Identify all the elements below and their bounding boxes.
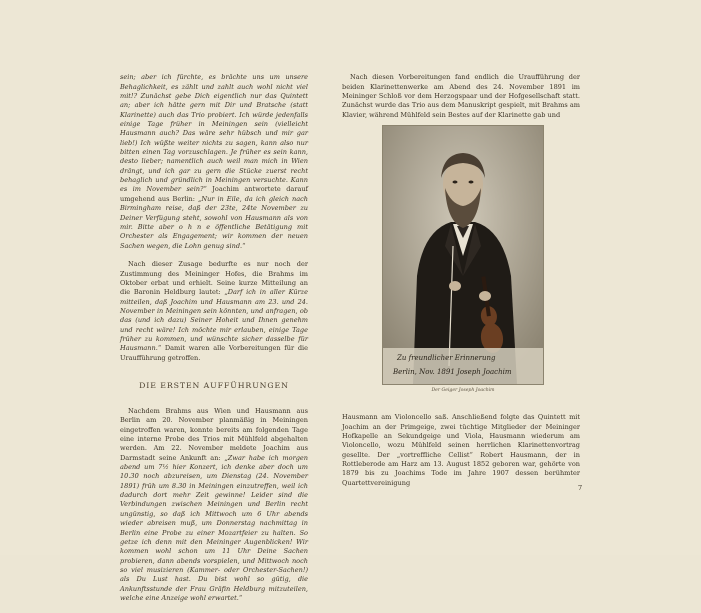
letter-quote-darmstadt: „Zwar habe ich morgen abend um 7½ hier Konzert, ich denke aber doch um 10.30 noch abzureisen, um Dienstag (24. November 1891) früh um 8.30 in Meiningen einzutreffen, weil ich dadurch dort mehr Zeit gewinne! Leider sind die Verbindungen zwischen Meiningen und Berlin recht ungünstig, so daß ich Mittwoch um 6 Uhr abends wieder abreisen muß, um Donnerstag nachmittag in Berlin eine Probe zu einer Mozartfeier zu halten. So getze ich denn mit den Meininger Augenblicken! Wir kommen wohl schon um 11 Uhr Deine Sachen probieren, dann abends vorspielen, und Mittwoch noch so viel musizieren (Kammer- oder Orchester-Sachen!) als Du Lust hast. Du bist wohl so gütig, die Ankunftsstunde der Frau Gräfin Heldburg mitzuteilen, welche eine Anzeige wohl erwartet. xyxy=(120,453,308,602)
quote-close: “ xyxy=(238,593,243,602)
quote-close: “ xyxy=(242,241,246,250)
signature-line-2: Berlin, Nov. 1891 Joseph Joachim xyxy=(393,368,512,376)
left-column xyxy=(120,64,308,613)
portrait-figure xyxy=(383,126,543,393)
portrait-photo xyxy=(383,126,543,384)
letter-quote-heldburg: „Darf ich in aller Kürze mitteilen, daß Joachim und Hausmann am 23. und 24. November in Meiningen sein könnten, und anfragen, ob das (und ich dazu) Seiner Hoheit und Ihnen genehm und recht wäre! Ich möchte mir erlauben, einige Tage früher zu kommen, und wünschte sicher dasselbe für Hausmann. xyxy=(120,288,308,353)
letter-quote-brahms: sein; aber ich fürchte, es brächte uns um unsere Behaglichkeit, es zählt und zahlt auch wohl nicht viel mit!? Zunächst gebe Dich eigentlich nur das Quintett an; aber ich hätte gern mit Dir und Bratsche (statt Klarinette) auch das Trio probiert. Ich würde jedenfalls einige Tage früher in Meiningen sein (vielleicht Hausmann auch? Das wäre sehr hübsch und mir gar lieb!) Ich wüßte weiter nichts zu sagen, kann also nur bitten einen Tag vorzuschlagen. Je früher es sein kann, desto lieber; namentlich auch weil man mich in Wien drängt, und ich gar zu gern die Stücke zuerst recht behaglich und gründlich in Meiningen versuchte. Kann es im November sein? xyxy=(120,73,308,194)
narration-text: “ Damit waren alle Vorbereitungen für die Uraufführung getroffen. xyxy=(120,344,308,362)
narration-text: “ Joachim antwortete darauf umgehend aus Berlin: xyxy=(120,185,308,203)
portrait-illustration xyxy=(383,126,543,384)
right-column-bottom xyxy=(342,404,583,497)
signature-line-1: Zu freundlicher Erinnerung xyxy=(397,354,496,362)
figure-caption: Der Geiger Joseph Joachim xyxy=(431,388,495,393)
left-paragraph-3 xyxy=(120,407,308,603)
left-paragraph-1 xyxy=(120,73,308,251)
left-paragraph-2 xyxy=(120,260,308,363)
section-heading: DIE ERSTEN AUFFÜHRUNGEN xyxy=(139,381,289,391)
letter-quote-joachim: „Nur in Eile, da ich gleich nach Birmingham reise, daß der 23te, 24te November zu Deiner Verfügung steht, sowohl von Hausmann als von mir. Bitte aber o h n e öffentliche Betätigung mit Orchester als Engagement; wir kommen der neuen Sachen wegen, die Lohn genug sind. xyxy=(120,194,308,250)
right-paragraph-bottom: Hausmann am Violoncello saß. Anschließend folgte das Quintett mit Joachim an der Primgeige, zwei tüchtige Mitglieder der Meininger Hofkapelle an Sekundgeige und Viola, Hausmann wiederum am Violoncello, wozu Mühlfeld seinen herrlichen Klarinettenvortrag gesellte. Der „vortreffliche Cellist“ Robert Hausmann, der in Rottleberode am Harz am 13. August 1852 geboren war, gehörte von 1879 bis zu Joachims Tode im Jahre 1907 dessen berühmter Quartettvereinigung xyxy=(342,413,580,487)
narration-text: Nachdem Brahms aus Wien und Hausmann aus Berlin am 20. November planmäßig in Meiningen eingetroffen waren, konnte bereits am folgenden Tage eine interne Probe des Trios mit Mühlfeld abgehalten werden. Am 22. November meldete Joachim aus Darmstadt seine Ankunft an: xyxy=(120,407,308,462)
narration-text: Nach dieser Zusage bedurfte es nur noch der Zustimmung des Meininger Hofes, die Brahms im Oktober erbat und erhielt. Seine kurze Mitteilung an die Baronin Heldburg lautet: xyxy=(120,260,308,297)
right-paragraph-top: Nach diesen Vorbereitungen fand endlich die Uraufführung der beiden Klarinettenwerke am Abend des 24. November 1891 im Meininger Schloß vor dem Herzogspaar und der Hofgesellschaft statt. Zunächst wurde das Trio aus dem Manuskript gespielt, mit Brahms am Klavier, während Mühlfeld sein Bestes auf der Klarinette gab und xyxy=(342,73,580,119)
page-number: 7 xyxy=(578,484,583,492)
right-column-top xyxy=(342,64,580,129)
